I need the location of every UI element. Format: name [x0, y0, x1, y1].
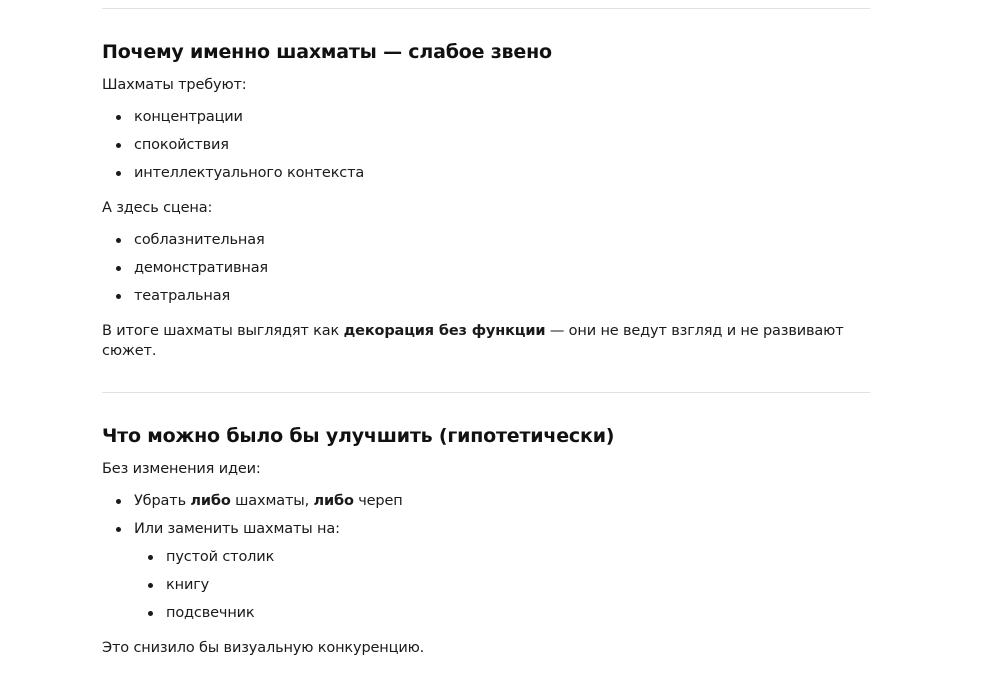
list-item-replace	[102, 518, 870, 630]
list-improvements	[102, 490, 870, 630]
item-text: шахматы,	[230, 493, 314, 509]
list-item: театральная	[102, 285, 870, 313]
list-item: интеллектуального контекста	[102, 162, 870, 190]
list-item: соблазнительная	[102, 229, 870, 257]
conclusion-text-bold: декорация без функции	[343, 323, 546, 339]
section-heading-improvements: Что можно было бы улучшить (гипотетически)	[102, 425, 615, 447]
list-item: спокойствия	[102, 134, 870, 162]
item-text: Убрать	[134, 493, 191, 509]
paragraph-final: Это снизило бы визуальную конкуренцию.	[102, 640, 425, 656]
section-heading-weak-link: Почему именно шахматы — слабое звено	[102, 41, 552, 63]
paragraph-without-change: Без изменения идеи:	[102, 461, 261, 477]
item-text: череп	[353, 493, 403, 509]
list-item: книгу	[134, 574, 870, 602]
list-item: пустой столик	[134, 546, 870, 574]
sublist-replacements	[134, 546, 870, 630]
document-content	[102, 0, 870, 658]
item-text-bold: либо	[190, 493, 231, 509]
list-item: концентрации	[102, 106, 870, 134]
list-scene-is	[102, 229, 870, 313]
item-text-bold: либо	[313, 493, 354, 509]
list-item-remove	[102, 490, 870, 518]
list-item: подсвечник	[134, 602, 870, 630]
list-chess-requires	[102, 106, 870, 190]
conclusion-text-post: — они не ведут взгляд и не развивают сюжет.	[102, 323, 844, 359]
item-text: Или заменить шахматы на:	[134, 521, 340, 537]
paragraph-scene-is: А здесь сцена:	[102, 200, 213, 216]
list-item: демонстративная	[102, 257, 870, 285]
paragraph-chess-requires: Шахматы требуют:	[102, 77, 247, 93]
conclusion-text-pre: В итоге шахматы выглядят как	[102, 323, 344, 339]
paragraph-conclusion	[102, 321, 870, 361]
